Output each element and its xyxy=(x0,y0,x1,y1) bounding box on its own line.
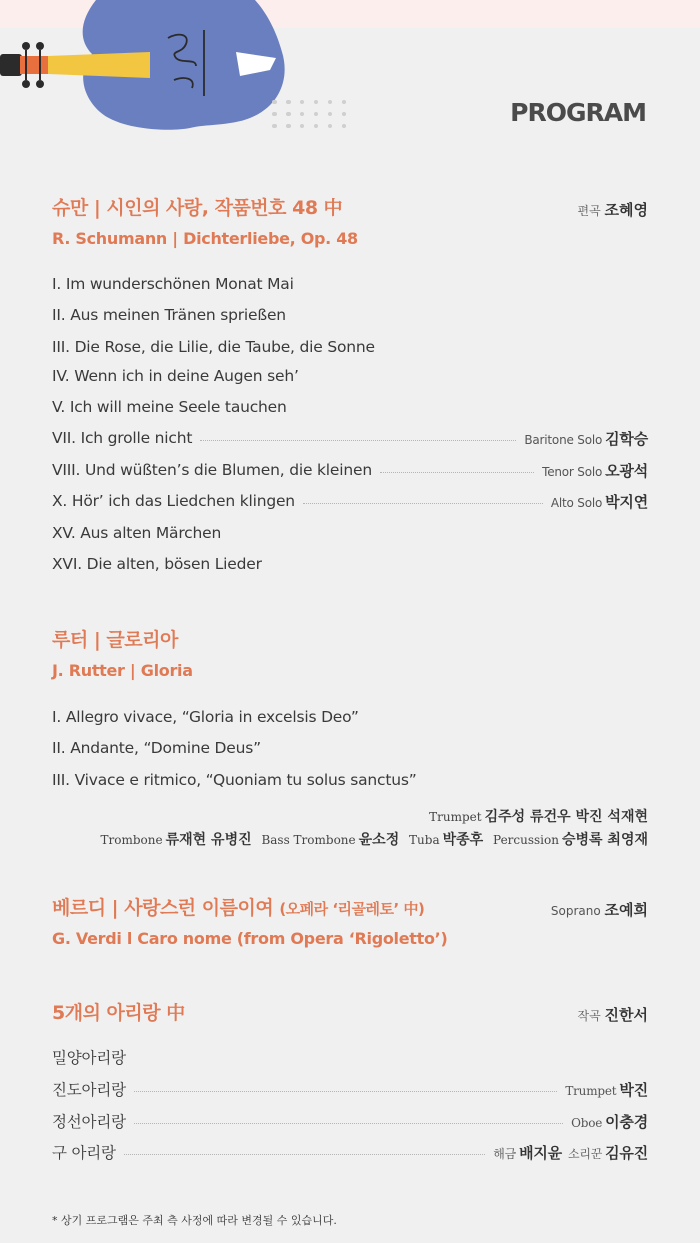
performer: Trumpet 박진 xyxy=(565,1080,648,1099)
movement-title: 진도아리랑 xyxy=(52,1081,126,1099)
movement-title: I. Allegro vivace, “Gloria in excelsis Deo” xyxy=(52,708,359,726)
movement-title: III. Vivace e ritmico, “Quoniam tu solus sanctus” xyxy=(52,771,417,789)
movement-row xyxy=(52,488,648,514)
section-title-kr: 슈만 | 시인의 사랑, 작품번호 48 中 xyxy=(52,197,343,219)
movement-row xyxy=(52,767,648,793)
movement-title: 구 아리랑 xyxy=(52,1144,116,1162)
performer: Baritone Solo 김학승 xyxy=(524,429,648,448)
movement-row xyxy=(52,334,648,360)
soloist-credit: Soprano 조예희 xyxy=(550,901,648,919)
dotted-leader xyxy=(380,472,534,473)
section-title-en: G. Verdi l Caro nome (from Opera ‘Rigoletto’) xyxy=(52,929,448,948)
movement-title: 밀양아리랑 xyxy=(52,1049,126,1067)
page-title: PROGRAM xyxy=(510,98,646,127)
movement-row xyxy=(52,457,648,483)
brass-credit-line2: Trombone 류재현 유병진 Bass Trombone 윤소정 Tuba 박종후 Percussion 승병록 최영재 xyxy=(100,832,648,848)
section-title-kr: 루터 | 글로리아 xyxy=(52,629,178,651)
movement-row xyxy=(52,520,648,546)
performer: 해금 배지윤 소리꾼 김유진 xyxy=(493,1143,648,1162)
footnote: * 상기 프로그램은 주최 측 사정에 따라 변경될 수 있습니다. xyxy=(52,1214,337,1227)
movement-title: V. Ich will meine Seele tauchen xyxy=(52,398,287,416)
movement-row xyxy=(52,1076,648,1102)
movement-row xyxy=(52,394,648,420)
dotted-leader xyxy=(134,1091,557,1092)
section-title-kr: 5개의 아리랑 中 xyxy=(52,1002,185,1024)
movement-row xyxy=(52,1044,648,1070)
dotted-leader xyxy=(124,1154,485,1155)
section-rutter xyxy=(52,625,648,855)
movement-row xyxy=(52,271,648,297)
section-title-en: J. Rutter | Gloria xyxy=(52,661,193,680)
section-arirang xyxy=(52,998,648,1168)
movement-title: X. Hör’ ich das Liedchen klingen xyxy=(52,492,295,510)
movement-title: XV. Aus alten Märchen xyxy=(52,524,222,542)
violin-illustration xyxy=(0,0,300,140)
dot-grid-decoration xyxy=(268,96,348,132)
movement-title: I. Im wunderschönen Monat Mai xyxy=(52,275,294,293)
movement-row xyxy=(52,551,648,577)
section-title-en: R. Schumann | Dichterliebe, Op. 48 xyxy=(52,229,358,248)
movement-row xyxy=(52,704,648,730)
section-title-kr: 베르디 | 사랑스런 이름이여 (오페라 ‘리골레토’ 中) xyxy=(52,897,425,919)
composer-credit: 작곡 진한서 xyxy=(577,1006,648,1024)
movement-row xyxy=(52,1139,648,1165)
movement-row xyxy=(52,425,648,451)
movement-row xyxy=(52,363,648,389)
movement-title: VII. Ich grolle nicht xyxy=(52,429,193,447)
movement-title: III. Die Rose, die Lilie, die Taube, die Sonne xyxy=(52,338,375,356)
movement-row xyxy=(52,1108,648,1134)
movement-row xyxy=(52,302,648,328)
performer: Alto Solo 박지연 xyxy=(550,492,648,511)
section-verdi xyxy=(52,893,648,953)
section-schumann xyxy=(52,193,648,583)
movement-row xyxy=(52,735,648,761)
movement-title: II. Andante, “Domine Deus” xyxy=(52,739,261,757)
credit-role: 편곡 xyxy=(577,204,601,218)
credit-name: 조혜영 xyxy=(604,201,648,219)
dotted-leader xyxy=(303,503,543,504)
movement-title: II. Aus meinen Tränen sprießen xyxy=(52,306,286,324)
brass-credit-line1: Trumpet 김주성 류건우 박진 석재현 xyxy=(429,809,648,825)
dotted-leader xyxy=(134,1123,563,1124)
arranger-credit xyxy=(578,199,649,220)
movement-title: VIII. Und wüßten’s die Blumen, die kleinen xyxy=(52,461,372,479)
movement-title: 정선아리랑 xyxy=(52,1113,126,1131)
performer: Tenor Solo 오광석 xyxy=(542,461,648,480)
movement-title: IV. Wenn ich in deine Augen seh’ xyxy=(52,367,299,385)
performer: Oboe 이충경 xyxy=(571,1112,648,1131)
dotted-leader xyxy=(200,440,516,441)
movement-title: XVI. Die alten, bösen Lieder xyxy=(52,555,262,573)
